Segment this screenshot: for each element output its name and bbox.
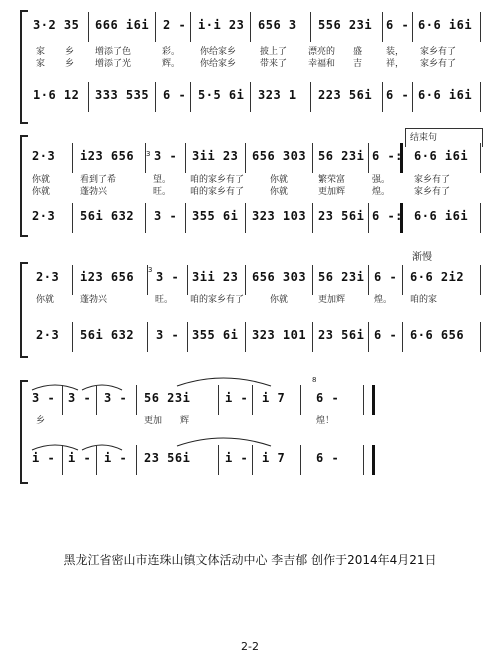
lyric: 你就 xyxy=(32,187,51,197)
lyric: 漂亮的 xyxy=(308,47,336,57)
notation-cell: 355 6i xyxy=(192,328,239,342)
notation-cell: 2·3 xyxy=(32,209,56,223)
lyric: 披上了 xyxy=(260,47,288,57)
tempo-marking: 渐慢 xyxy=(412,252,432,263)
lyric: 煌。 xyxy=(372,187,391,197)
lyric: 望。 xyxy=(153,175,172,185)
lyric: 家乡有了 xyxy=(420,47,457,57)
notation-cell: 56 23i xyxy=(318,270,365,284)
notation-cell: i - xyxy=(104,451,128,465)
notation-cell: 3 - xyxy=(156,270,180,284)
notation-cell: 3·2 35 xyxy=(33,18,80,32)
lyric: 繁荣富 xyxy=(318,175,346,185)
system-bracket xyxy=(20,380,28,484)
page-number: 2-2 xyxy=(241,640,259,653)
lyric: 旺。 xyxy=(153,187,172,197)
system-bracket xyxy=(20,262,28,358)
notation-cell: 3 - xyxy=(154,209,178,223)
lyric: 辉。 xyxy=(162,59,181,69)
notation-cell: 23 56i xyxy=(318,209,365,223)
notation-cell: 2·3 xyxy=(32,149,56,163)
notation-cell: 656 303 xyxy=(252,270,307,284)
notation-cell: 656 3 xyxy=(258,18,297,32)
lyric: 你就 xyxy=(32,175,51,185)
lyric: 咱的家乡有了 xyxy=(190,175,245,185)
notation-cell: 3 - xyxy=(104,391,128,405)
notation-cell: 6·6 2i2 xyxy=(410,270,465,284)
notation-cell: 1·6 12 xyxy=(33,88,80,102)
fermata-mark: 8 xyxy=(312,376,317,384)
breath-mark: 3 xyxy=(148,266,153,274)
composer-credit: 黑龙江省密山市连珠山镇文体活动中心 李吉郁 创作于2014年4月21日 xyxy=(63,553,437,567)
notation-cell: 6·6 i6i xyxy=(418,88,473,102)
notation-cell: 6 - xyxy=(316,451,340,465)
lyric: 强。 xyxy=(372,175,391,185)
lyric: 更加辉 xyxy=(318,295,346,305)
lyric: 你就 xyxy=(270,175,289,185)
lyric: 更加 xyxy=(144,416,163,426)
notation-cell: i - xyxy=(225,451,249,465)
notation-cell: 666 i6i xyxy=(95,18,150,32)
breath-mark: 3 xyxy=(146,150,151,158)
notation-cell: 6·6 i6i xyxy=(414,209,469,223)
notation-cell: 2·3 xyxy=(36,270,60,284)
lyric: 辉 xyxy=(180,416,190,426)
lyric: 带来了 xyxy=(260,59,288,69)
system-bracket xyxy=(20,10,28,124)
notation-cell: i·i 23 xyxy=(198,18,245,32)
lyric: 你给家乡 xyxy=(200,59,237,69)
lyric: 煌。 xyxy=(374,295,393,305)
notation-cell: 6 - xyxy=(374,328,398,342)
notation-cell: 3ii 23 xyxy=(192,270,239,284)
lyric: 彩。 xyxy=(162,47,181,57)
lyric: 祥， xyxy=(386,59,405,69)
notation-cell: 56 23i xyxy=(318,149,365,163)
lyric: 装， xyxy=(386,47,405,57)
notation-cell: 3 - xyxy=(68,391,92,405)
lyric: 家 xyxy=(36,47,46,57)
notation-cell: 3 - xyxy=(156,328,180,342)
lyric: 盛 xyxy=(353,47,363,57)
lyric: 家乡有了 xyxy=(420,59,457,69)
lyric: 家 xyxy=(36,59,46,69)
notation-cell: i - xyxy=(225,391,249,405)
lyric: 家乡有了 xyxy=(414,187,451,197)
notation-cell: 355 6i xyxy=(192,209,239,223)
notation-cell: i 7 xyxy=(262,391,286,405)
lyric: 幸福和 xyxy=(308,59,336,69)
notation-cell: 323 101 xyxy=(252,328,307,342)
notation-cell: 6·6 656 xyxy=(410,328,465,342)
lyric: 咱的家 xyxy=(410,295,438,305)
notation-cell: 3 - xyxy=(32,391,56,405)
notation-cell: 6·6 i6i xyxy=(414,149,469,163)
notation-cell: 23 56i xyxy=(318,328,365,342)
notation-cell: i 7 xyxy=(262,451,286,465)
lyric: 吉 xyxy=(353,59,363,69)
lyric: 你就 xyxy=(270,187,289,197)
lyric: 咱的家乡有了 xyxy=(190,187,245,197)
lyric: 蓬勃兴 xyxy=(80,187,108,197)
lyric: 更加辉 xyxy=(318,187,346,197)
notation-cell: 223 56i xyxy=(318,88,373,102)
notation-cell: 556 23i xyxy=(318,18,373,32)
notation-cell: 333 535 xyxy=(95,88,150,102)
notation-cell: 5·5 6i xyxy=(198,88,245,102)
notation-cell: 2 - xyxy=(163,18,187,32)
notation-cell: 323 103 xyxy=(252,209,307,223)
lyric: 你给家乡 xyxy=(200,47,237,57)
notation-cell: i23 656 xyxy=(80,149,135,163)
ending-label: 结束句 xyxy=(410,133,438,143)
notation-cell: 6 - xyxy=(386,88,410,102)
notation-cell: 3ii 23 xyxy=(192,149,239,163)
lyric: 看到了希 xyxy=(80,175,117,185)
lyric: 增添了色 xyxy=(95,47,132,57)
notation-cell: 56i 632 xyxy=(80,209,135,223)
notation-cell: 2·3 xyxy=(36,328,60,342)
notation-cell: 56 23i xyxy=(144,391,191,405)
notation-cell: 6 - xyxy=(316,391,340,405)
lyric: 咱的家乡有了 xyxy=(190,295,245,305)
notation-cell: 6 - xyxy=(386,18,410,32)
lyric: 旺。 xyxy=(155,295,174,305)
notation-cell: 6·6 i6i xyxy=(418,18,473,32)
notation-cell: 6 -: xyxy=(372,209,403,223)
lyric: 乡 xyxy=(65,47,75,57)
notation-cell: 23 56i xyxy=(144,451,191,465)
notation-cell: 656 303 xyxy=(252,149,307,163)
system-bracket xyxy=(20,135,28,237)
notation-cell: 3 - xyxy=(154,149,178,163)
lyric: 家乡有了 xyxy=(414,175,451,185)
lyric: 乡 xyxy=(36,416,46,426)
lyric: 你就 xyxy=(270,295,289,305)
phrase-slur xyxy=(175,374,275,388)
lyric: 蓬勃兴 xyxy=(80,295,108,305)
notation-cell: 323 1 xyxy=(258,88,297,102)
notation-cell: 6 - xyxy=(374,270,398,284)
lyric: 煌！ xyxy=(316,416,335,426)
notation-cell: i - xyxy=(32,451,56,465)
phrase-slur xyxy=(175,434,275,448)
notation-cell: i - xyxy=(68,451,92,465)
notation-cell: 6 - xyxy=(163,88,187,102)
notation-cell: 6 -: xyxy=(372,149,403,163)
lyric: 增添了光 xyxy=(95,59,132,69)
lyric: 乡 xyxy=(65,59,75,69)
lyric: 你就 xyxy=(36,295,55,305)
notation-cell: i23 656 xyxy=(80,270,135,284)
notation-cell: 56i 632 xyxy=(80,328,135,342)
